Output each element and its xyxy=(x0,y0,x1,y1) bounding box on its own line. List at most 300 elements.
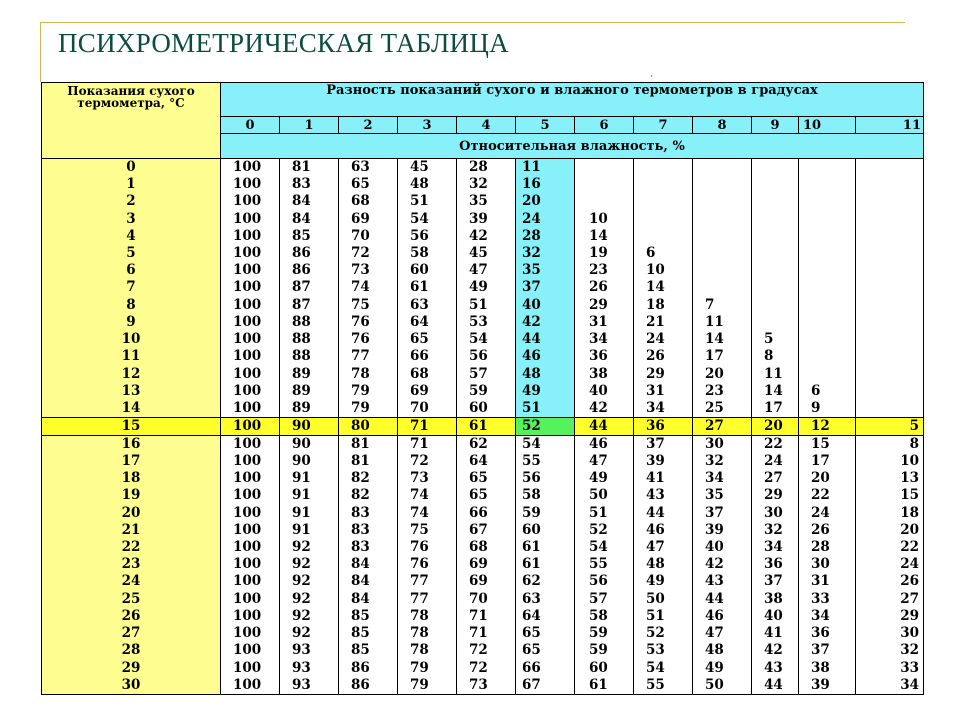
humidity-value-cell: 70 xyxy=(339,228,398,245)
table-row xyxy=(42,193,924,210)
humidity-value-cell: 52 xyxy=(516,417,575,435)
humidity-value-cell: 81 xyxy=(339,453,398,470)
humidity-value-cell: 79 xyxy=(339,383,398,400)
dry-bulb-temperature-cell: 19 xyxy=(42,487,221,504)
humidity-value-cell: 75 xyxy=(398,522,457,539)
relative-humidity-header: Относительная влажность, % xyxy=(221,134,924,159)
humidity-value-cell: 17 xyxy=(799,453,856,470)
humidity-value-cell: 26 xyxy=(575,279,634,296)
humidity-value-cell xyxy=(752,262,799,279)
humidity-value-cell: 59 xyxy=(516,505,575,522)
humidity-value-cell: 32 xyxy=(693,453,752,470)
humidity-value-cell: 33 xyxy=(856,659,924,676)
table-row xyxy=(42,608,924,625)
humidity-value-cell: 51 xyxy=(398,193,457,210)
difference-header-cell: 6 xyxy=(575,117,634,134)
humidity-value-cell: 60 xyxy=(516,522,575,539)
humidity-value-cell xyxy=(856,262,924,279)
humidity-value-cell: 83 xyxy=(339,505,398,522)
dry-bulb-temperature-cell: 17 xyxy=(42,453,221,470)
humidity-value-cell: 56 xyxy=(575,573,634,590)
humidity-value-cell: 73 xyxy=(457,677,516,695)
difference-header-cell: 7 xyxy=(634,117,693,134)
humidity-value-cell: 63 xyxy=(398,297,457,314)
humidity-value-cell: 30 xyxy=(799,556,856,573)
humidity-value-cell: 30 xyxy=(693,435,752,453)
humidity-value-cell: 51 xyxy=(575,505,634,522)
humidity-value-cell xyxy=(856,279,924,296)
humidity-value-cell: 86 xyxy=(280,245,339,262)
humidity-value-cell: 63 xyxy=(516,591,575,608)
humidity-value-cell: 88 xyxy=(280,348,339,365)
table-row xyxy=(42,210,924,227)
humidity-value-cell: 51 xyxy=(516,400,575,418)
humidity-value-cell: 100 xyxy=(221,659,280,676)
humidity-value-cell: 77 xyxy=(398,591,457,608)
humidity-value-cell xyxy=(799,365,856,382)
humidity-value-cell: 60 xyxy=(398,262,457,279)
humidity-value-cell: 8 xyxy=(856,435,924,453)
humidity-value-cell: 72 xyxy=(398,453,457,470)
humidity-value-cell: 61 xyxy=(516,539,575,556)
table-row xyxy=(42,400,924,418)
humidity-value-cell xyxy=(752,159,799,177)
humidity-value-cell: 77 xyxy=(398,573,457,590)
humidity-value-cell: 74 xyxy=(339,279,398,296)
humidity-value-cell xyxy=(752,297,799,314)
humidity-value-cell: 88 xyxy=(280,314,339,331)
humidity-value-cell: 38 xyxy=(752,591,799,608)
humidity-value-cell: 47 xyxy=(575,453,634,470)
humidity-value-cell: 76 xyxy=(339,314,398,331)
humidity-value-cell: 44 xyxy=(752,677,799,695)
humidity-value-cell: 35 xyxy=(457,193,516,210)
humidity-value-cell: 31 xyxy=(575,314,634,331)
humidity-value-cell: 10 xyxy=(575,210,634,227)
slide-frame-top-line xyxy=(40,22,905,23)
table-row xyxy=(42,365,924,382)
humidity-value-cell: 100 xyxy=(221,505,280,522)
humidity-value-cell: 11 xyxy=(693,314,752,331)
difference-header-cell: 8 xyxy=(693,117,752,134)
humidity-value-cell: 68 xyxy=(398,365,457,382)
humidity-value-cell: 34 xyxy=(752,539,799,556)
humidity-value-cell: 22 xyxy=(799,487,856,504)
humidity-value-cell: 24 xyxy=(856,556,924,573)
dry-bulb-temperature-cell: 2 xyxy=(42,193,221,210)
humidity-value-cell: 89 xyxy=(280,365,339,382)
humidity-value-cell: 41 xyxy=(634,470,693,487)
humidity-value-cell xyxy=(856,159,924,177)
humidity-value-cell: 83 xyxy=(339,539,398,556)
table-row xyxy=(42,262,924,279)
humidity-value-cell: 9 xyxy=(799,400,856,418)
humidity-value-cell: 26 xyxy=(856,573,924,590)
humidity-value-cell: 36 xyxy=(634,417,693,435)
humidity-value-cell: 64 xyxy=(457,453,516,470)
humidity-value-cell: 74 xyxy=(398,505,457,522)
humidity-value-cell: 48 xyxy=(634,556,693,573)
table-row xyxy=(42,453,924,470)
humidity-value-cell: 79 xyxy=(339,400,398,418)
dry-bulb-temperature-cell: 18 xyxy=(42,470,221,487)
humidity-value-cell: 64 xyxy=(398,314,457,331)
humidity-value-cell: 5 xyxy=(752,331,799,348)
humidity-value-cell: 85 xyxy=(339,608,398,625)
humidity-value-cell xyxy=(856,228,924,245)
humidity-value-cell xyxy=(752,279,799,296)
humidity-value-cell xyxy=(856,348,924,365)
humidity-value-cell: 38 xyxy=(799,659,856,676)
humidity-value-cell: 34 xyxy=(799,608,856,625)
humidity-value-cell: 71 xyxy=(457,608,516,625)
humidity-value-cell xyxy=(693,176,752,193)
humidity-value-cell: 92 xyxy=(280,625,339,642)
humidity-value-cell xyxy=(693,210,752,227)
dry-bulb-temperature-cell: 12 xyxy=(42,365,221,382)
humidity-value-cell: 60 xyxy=(575,659,634,676)
temperature-difference-header: Разность показаний сухого и влажного термометров в градусах xyxy=(221,83,924,117)
humidity-value-cell: 27 xyxy=(693,417,752,435)
humidity-value-cell xyxy=(856,331,924,348)
humidity-value-cell: 18 xyxy=(634,297,693,314)
humidity-value-cell: 44 xyxy=(693,591,752,608)
humidity-value-cell xyxy=(856,176,924,193)
humidity-value-cell: 39 xyxy=(799,677,856,695)
humidity-value-cell: 48 xyxy=(693,642,752,659)
humidity-value-cell: 55 xyxy=(575,556,634,573)
humidity-value-cell: 85 xyxy=(280,228,339,245)
humidity-value-cell: 45 xyxy=(457,245,516,262)
humidity-value-cell: 76 xyxy=(398,539,457,556)
humidity-value-cell: 69 xyxy=(457,573,516,590)
humidity-value-cell: 24 xyxy=(634,331,693,348)
humidity-value-cell: 24 xyxy=(516,210,575,227)
humidity-value-cell: 58 xyxy=(516,487,575,504)
humidity-value-cell: 85 xyxy=(339,642,398,659)
humidity-value-cell: 17 xyxy=(752,400,799,418)
humidity-value-cell: 93 xyxy=(280,677,339,695)
humidity-value-cell: 92 xyxy=(280,591,339,608)
humidity-value-cell xyxy=(693,245,752,262)
humidity-value-cell: 100 xyxy=(221,228,280,245)
humidity-value-cell: 100 xyxy=(221,487,280,504)
humidity-value-cell: 5 xyxy=(856,417,924,435)
humidity-value-cell: 71 xyxy=(457,625,516,642)
humidity-value-cell: 100 xyxy=(221,365,280,382)
humidity-value-cell: 62 xyxy=(457,435,516,453)
dry-bulb-temperature-cell: 11 xyxy=(42,348,221,365)
humidity-value-cell: 23 xyxy=(575,262,634,279)
humidity-value-cell: 50 xyxy=(693,677,752,695)
table-row xyxy=(42,642,924,659)
humidity-value-cell: 47 xyxy=(634,539,693,556)
humidity-value-cell xyxy=(634,159,693,177)
humidity-value-cell: 84 xyxy=(339,573,398,590)
humidity-value-cell xyxy=(634,193,693,210)
humidity-value-cell xyxy=(799,210,856,227)
humidity-value-cell: 100 xyxy=(221,297,280,314)
humidity-value-cell: 73 xyxy=(339,262,398,279)
difference-header-cell: 10 xyxy=(799,117,856,134)
dry-bulb-temperature-cell: 27 xyxy=(42,625,221,642)
humidity-value-cell: 77 xyxy=(339,348,398,365)
humidity-value-cell: 63 xyxy=(339,159,398,177)
humidity-value-cell: 100 xyxy=(221,210,280,227)
humidity-value-cell: 24 xyxy=(799,505,856,522)
humidity-value-cell: 66 xyxy=(516,659,575,676)
humidity-value-cell xyxy=(799,314,856,331)
dry-bulb-temperature-cell: 0 xyxy=(42,159,221,177)
humidity-value-cell: 100 xyxy=(221,262,280,279)
humidity-value-cell: 42 xyxy=(516,314,575,331)
dry-bulb-temperature-cell: 25 xyxy=(42,591,221,608)
humidity-value-cell: 17 xyxy=(693,348,752,365)
humidity-value-cell: 88 xyxy=(280,331,339,348)
stray-mark: ' xyxy=(651,74,653,83)
humidity-value-cell xyxy=(575,176,634,193)
humidity-value-cell: 49 xyxy=(634,573,693,590)
humidity-value-cell: 20 xyxy=(752,417,799,435)
humidity-value-cell: 23 xyxy=(693,383,752,400)
humidity-value-cell: 67 xyxy=(457,522,516,539)
humidity-value-cell: 56 xyxy=(398,228,457,245)
humidity-value-cell xyxy=(799,228,856,245)
humidity-value-cell: 42 xyxy=(752,642,799,659)
table-row xyxy=(42,487,924,504)
humidity-value-cell: 80 xyxy=(339,417,398,435)
dry-bulb-temperature-cell: 28 xyxy=(42,642,221,659)
humidity-value-cell: 20 xyxy=(799,470,856,487)
slide-frame-left-line xyxy=(40,22,41,82)
humidity-value-cell: 32 xyxy=(516,245,575,262)
table-row xyxy=(42,556,924,573)
humidity-value-cell: 40 xyxy=(516,297,575,314)
humidity-value-cell: 100 xyxy=(221,677,280,695)
humidity-value-cell xyxy=(752,314,799,331)
humidity-value-cell: 20 xyxy=(516,193,575,210)
humidity-value-cell: 65 xyxy=(516,625,575,642)
difference-header-cell: 5 xyxy=(516,117,575,134)
humidity-value-cell xyxy=(752,176,799,193)
humidity-value-cell: 100 xyxy=(221,314,280,331)
humidity-value-cell: 54 xyxy=(634,659,693,676)
humidity-value-cell: 49 xyxy=(516,383,575,400)
humidity-value-cell xyxy=(856,383,924,400)
humidity-value-cell: 72 xyxy=(457,659,516,676)
humidity-value-cell: 91 xyxy=(280,470,339,487)
humidity-value-cell: 92 xyxy=(280,573,339,590)
humidity-value-cell xyxy=(799,279,856,296)
humidity-value-cell: 89 xyxy=(280,383,339,400)
humidity-value-cell: 18 xyxy=(856,505,924,522)
humidity-value-cell: 27 xyxy=(752,470,799,487)
humidity-value-cell: 46 xyxy=(634,522,693,539)
humidity-value-cell: 19 xyxy=(575,245,634,262)
humidity-value-cell: 30 xyxy=(752,505,799,522)
humidity-value-cell: 100 xyxy=(221,608,280,625)
humidity-value-cell: 60 xyxy=(457,400,516,418)
humidity-value-cell: 92 xyxy=(280,608,339,625)
table-row xyxy=(42,435,924,453)
humidity-value-cell: 49 xyxy=(693,659,752,676)
humidity-value-cell xyxy=(799,331,856,348)
dry-bulb-temperature-cell: 23 xyxy=(42,556,221,573)
dry-bulb-temperature-cell: 20 xyxy=(42,505,221,522)
dry-bulb-temperature-cell: 13 xyxy=(42,383,221,400)
humidity-value-cell: 37 xyxy=(799,642,856,659)
humidity-value-cell: 26 xyxy=(634,348,693,365)
humidity-value-cell: 90 xyxy=(280,417,339,435)
table-row xyxy=(42,573,924,590)
dry-bulb-temperature-cell: 6 xyxy=(42,262,221,279)
humidity-value-cell: 100 xyxy=(221,573,280,590)
humidity-value-cell xyxy=(752,228,799,245)
humidity-value-cell xyxy=(693,159,752,177)
humidity-value-cell: 65 xyxy=(339,176,398,193)
humidity-value-cell: 29 xyxy=(856,608,924,625)
humidity-value-cell: 82 xyxy=(339,470,398,487)
humidity-value-cell: 54 xyxy=(398,210,457,227)
difference-header-cell: 1 xyxy=(280,117,339,134)
humidity-value-cell: 16 xyxy=(516,176,575,193)
humidity-value-cell: 91 xyxy=(280,487,339,504)
humidity-value-cell: 43 xyxy=(693,573,752,590)
humidity-value-cell: 11 xyxy=(516,159,575,177)
humidity-value-cell: 40 xyxy=(575,383,634,400)
humidity-value-cell: 29 xyxy=(752,487,799,504)
humidity-value-cell: 54 xyxy=(575,539,634,556)
humidity-value-cell: 49 xyxy=(457,279,516,296)
humidity-value-cell: 11 xyxy=(752,365,799,382)
humidity-value-cell xyxy=(856,210,924,227)
humidity-value-cell: 84 xyxy=(339,556,398,573)
humidity-value-cell: 100 xyxy=(221,453,280,470)
humidity-value-cell: 84 xyxy=(280,210,339,227)
humidity-value-cell xyxy=(575,193,634,210)
dry-bulb-temperature-cell: 7 xyxy=(42,279,221,296)
humidity-value-cell: 40 xyxy=(693,539,752,556)
humidity-value-cell: 31 xyxy=(799,573,856,590)
humidity-value-cell: 14 xyxy=(634,279,693,296)
humidity-value-cell: 100 xyxy=(221,642,280,659)
humidity-value-cell: 47 xyxy=(457,262,516,279)
humidity-value-cell xyxy=(575,159,634,177)
humidity-value-cell: 44 xyxy=(516,331,575,348)
dry-bulb-column-header: Показания сухого термометра, °С xyxy=(42,83,221,159)
humidity-value-cell: 37 xyxy=(516,279,575,296)
humidity-value-cell: 86 xyxy=(339,677,398,695)
table-row xyxy=(42,591,924,608)
humidity-value-cell xyxy=(856,314,924,331)
humidity-value-cell: 10 xyxy=(634,262,693,279)
humidity-value-cell: 100 xyxy=(221,193,280,210)
humidity-value-cell: 92 xyxy=(280,539,339,556)
humidity-value-cell: 53 xyxy=(457,314,516,331)
humidity-value-cell: 100 xyxy=(221,331,280,348)
dry-bulb-temperature-cell: 29 xyxy=(42,659,221,676)
humidity-value-cell: 46 xyxy=(575,435,634,453)
dry-bulb-temperature-cell: 1 xyxy=(42,176,221,193)
psychrometric-table xyxy=(41,82,924,695)
humidity-value-cell: 83 xyxy=(339,522,398,539)
humidity-value-cell xyxy=(799,297,856,314)
humidity-value-cell: 43 xyxy=(752,659,799,676)
humidity-value-cell xyxy=(799,245,856,262)
humidity-value-cell: 62 xyxy=(516,573,575,590)
table-row xyxy=(42,539,924,556)
humidity-value-cell: 36 xyxy=(752,556,799,573)
table-row xyxy=(42,505,924,522)
humidity-value-cell: 56 xyxy=(457,348,516,365)
humidity-value-cell: 49 xyxy=(575,470,634,487)
humidity-value-cell: 32 xyxy=(457,176,516,193)
humidity-value-cell: 87 xyxy=(280,297,339,314)
humidity-value-cell: 61 xyxy=(516,556,575,573)
humidity-value-cell: 21 xyxy=(634,314,693,331)
humidity-value-cell: 57 xyxy=(575,591,634,608)
humidity-value-cell: 50 xyxy=(575,487,634,504)
dry-bulb-temperature-cell: 14 xyxy=(42,400,221,418)
humidity-value-cell: 59 xyxy=(575,625,634,642)
humidity-value-cell: 72 xyxy=(339,245,398,262)
humidity-value-cell xyxy=(634,210,693,227)
humidity-value-cell: 79 xyxy=(398,677,457,695)
table-row xyxy=(42,331,924,348)
humidity-value-cell: 100 xyxy=(221,470,280,487)
humidity-value-cell: 68 xyxy=(339,193,398,210)
humidity-value-cell xyxy=(856,297,924,314)
dry-bulb-temperature-cell: 5 xyxy=(42,245,221,262)
humidity-value-cell: 28 xyxy=(799,539,856,556)
humidity-value-cell: 54 xyxy=(516,435,575,453)
humidity-value-cell: 68 xyxy=(457,539,516,556)
humidity-value-cell xyxy=(693,262,752,279)
humidity-value-cell: 22 xyxy=(856,539,924,556)
humidity-value-cell: 40 xyxy=(752,608,799,625)
humidity-value-cell: 36 xyxy=(799,625,856,642)
humidity-value-cell: 79 xyxy=(398,659,457,676)
humidity-value-cell: 55 xyxy=(516,453,575,470)
humidity-value-cell: 57 xyxy=(457,365,516,382)
humidity-value-cell: 48 xyxy=(516,365,575,382)
humidity-value-cell: 81 xyxy=(339,435,398,453)
table-row xyxy=(42,659,924,676)
humidity-value-cell xyxy=(856,365,924,382)
humidity-value-cell: 71 xyxy=(398,417,457,435)
humidity-value-cell xyxy=(856,193,924,210)
humidity-value-cell: 82 xyxy=(339,487,398,504)
humidity-value-cell: 22 xyxy=(752,435,799,453)
psychrometric-table-container xyxy=(41,82,924,692)
humidity-value-cell: 65 xyxy=(516,642,575,659)
humidity-value-cell: 13 xyxy=(856,470,924,487)
humidity-value-cell: 42 xyxy=(575,400,634,418)
humidity-value-cell: 35 xyxy=(693,487,752,504)
humidity-value-cell: 100 xyxy=(221,159,280,177)
humidity-value-cell: 100 xyxy=(221,400,280,418)
table-row xyxy=(42,176,924,193)
humidity-value-cell: 65 xyxy=(398,331,457,348)
difference-header-cell: 2 xyxy=(339,117,398,134)
dry-bulb-temperature-cell: 16 xyxy=(42,435,221,453)
humidity-value-cell: 69 xyxy=(339,210,398,227)
humidity-value-cell: 83 xyxy=(280,176,339,193)
humidity-value-cell xyxy=(752,210,799,227)
humidity-value-cell xyxy=(799,348,856,365)
humidity-value-cell: 26 xyxy=(799,522,856,539)
humidity-value-cell: 47 xyxy=(693,625,752,642)
